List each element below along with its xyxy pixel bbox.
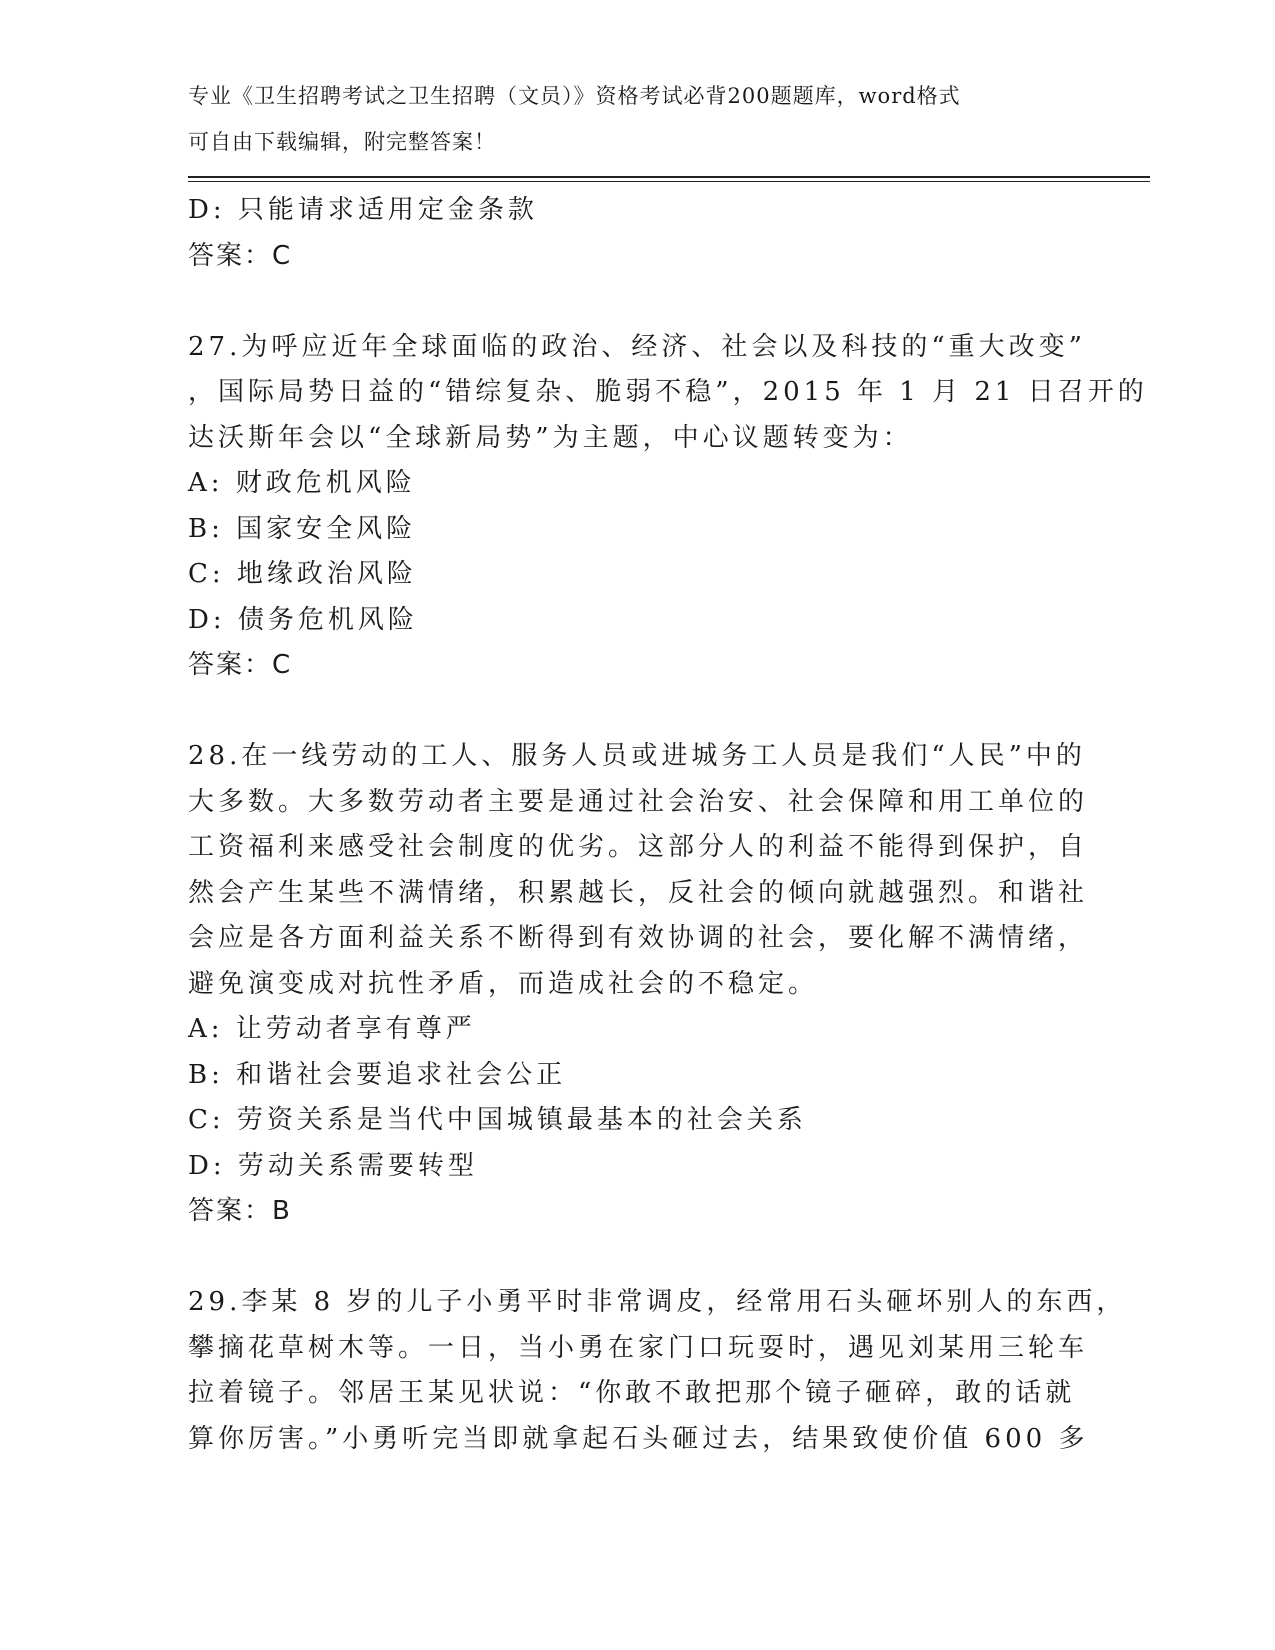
question-stem-line: 大多数。大多数劳动者主要是通过社会治安、社会保障和用工单位的 [188, 786, 1089, 817]
question-stem-line: 达沃斯年会以“全球新局势”为主题，中心议题转变为： [188, 422, 913, 453]
question-26-tail [188, 188, 1088, 279]
header-divider-thick [188, 176, 1150, 178]
question-stem-line: 27.为呼应近年全球面临的政治、经济、社会以及科技的“重大改变” [188, 331, 1086, 362]
header-divider-thin [188, 181, 1150, 182]
option-c: C: 劳资关系是当代中国城镇最基本的社会关系 [188, 1105, 807, 1135]
document-header [188, 74, 1068, 165]
spacer [188, 689, 1088, 735]
question-stem-line: ，国际局势日益的“错综复杂、脆弱不稳”，2015 年 1 月 21 日召开的 [188, 377, 1148, 407]
question-stem-line: 算你厉害。”小勇听完当即就拿起石头砸过去，结果致使价值 600 多 [188, 1423, 1089, 1454]
question-stem-line: 29.李某 8 岁的儿子小勇平时非常调皮，经常用石头砸坏别人的东西， [188, 1287, 1127, 1317]
question-28 [188, 734, 1088, 1235]
header-title-line-2: 可自由下载编辑，附完整答案！ [188, 129, 496, 154]
option-a: A: 财政危机风险 [188, 468, 416, 498]
question-stem-line: 避免演变成对抗性矛盾，而造成社会的不稳定。 [188, 968, 819, 999]
question-stem-line: 会应是各方面利益关系不断得到有效协调的社会，要化解不满情绪， [188, 923, 1089, 953]
question-29 [188, 1280, 1127, 1462]
option-b: B: 国家安全风险 [188, 513, 417, 544]
question-stem-line: 然会产生某些不满情绪，积累越长，反社会的倾向就越强烈。和谐社 [188, 877, 1089, 908]
spacer [188, 1235, 1088, 1281]
document-body [188, 188, 1148, 1462]
option-d: D: 劳动关系需要转型 [188, 1150, 478, 1181]
question-stem-line: 拉着镜子。邻居王某见状说：“你敢不敢把那个镜子砸碎，敢的话就 [188, 1378, 1076, 1408]
answer-line: 答案：C [188, 650, 293, 680]
header-title-line-1: 专业《卫生招聘考试之卫生招聘（文员）》资格考试必背200题题库，word格式 [188, 84, 961, 108]
answer-line: 答案：C [188, 240, 293, 271]
option-c: C: 地缘政治风险 [188, 559, 417, 589]
spacer [188, 279, 1088, 325]
question-27 [188, 325, 1148, 689]
question-stem-line: 攀摘花草树木等。一日，当小勇在家门口玩耍时，遇见刘某用三轮车 [188, 1332, 1089, 1363]
option-d: D: 只能请求适用定金条款 [188, 195, 538, 225]
question-stem-line: 工资福利来感受社会制度的优劣。这部分人的利益不能得到保护，自 [188, 832, 1089, 862]
option-b: B: 和谐社会要追求社会公正 [188, 1059, 567, 1090]
option-d: D: 债务危机风险 [188, 604, 418, 635]
answer-line: 答案：B [188, 1196, 292, 1226]
option-a: A: 让劳动者享有尊严 [188, 1014, 476, 1044]
question-stem-line: 28.在一线劳动的工人、服务人员或进城务工人员是我们“人民”中的 [188, 741, 1086, 771]
